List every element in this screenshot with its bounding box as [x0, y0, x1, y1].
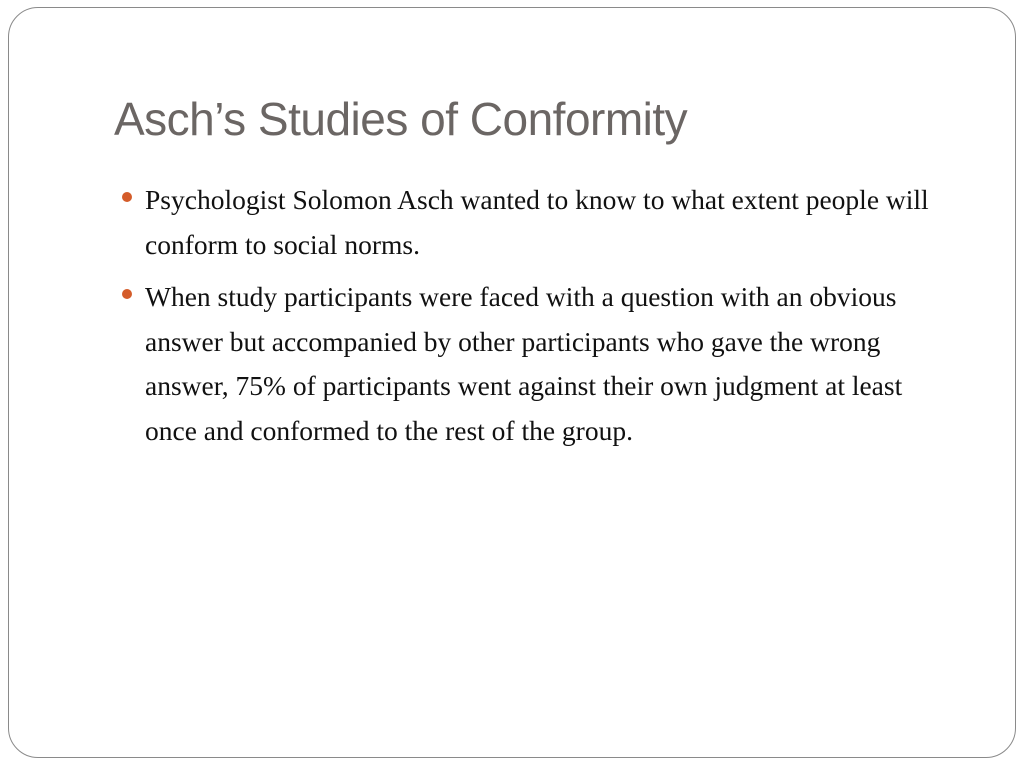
bullet-text: When study participants were faced with a question with an obvious answer but accompanied by other participants who gave the wrong answer, 75% of participants went against their own judgment at least once and conformed to the rest of the group.: [145, 281, 903, 446]
bullet-item: [119, 178, 949, 267]
bullet-item: [119, 275, 949, 453]
slide-frame: [8, 7, 1016, 758]
bullet-dot-icon: [122, 192, 132, 202]
slide-title: Asch’s Studies of Conformity: [114, 93, 688, 145]
bullet-dot-icon: [122, 289, 132, 299]
bullet-list: [119, 178, 949, 461]
bullet-text: Psychologist Solomon Asch wanted to know to what extent people will conform to social norms.: [145, 184, 929, 260]
